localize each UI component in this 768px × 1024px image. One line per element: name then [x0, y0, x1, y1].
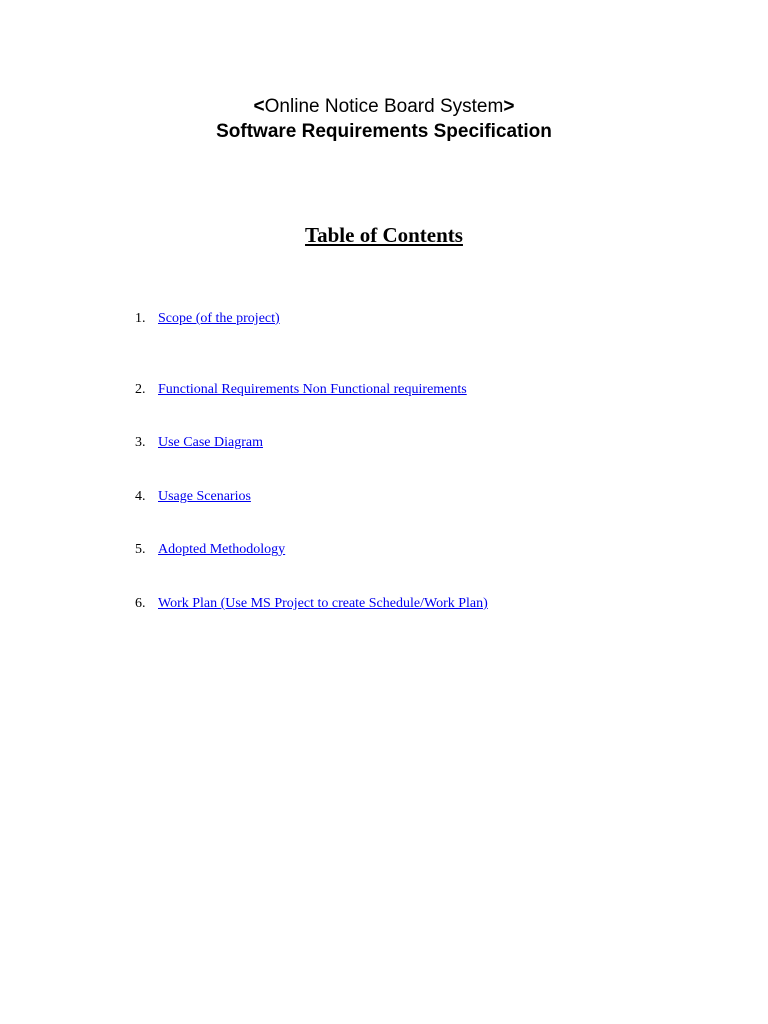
toc-link-use-case-diagram[interactable]: Use Case Diagram — [158, 435, 263, 450]
toc-link-scope[interactable]: Scope (of the project) — [158, 311, 280, 326]
toc-link-work-plan[interactable]: Work Plan (Use MS Project to create Schedule/Work Plan) — [158, 596, 488, 611]
toc-item-number: 5. — [135, 542, 146, 557]
toc-heading — [0, 222, 768, 248]
toc-item-number: 2. — [135, 382, 146, 397]
toc-item-number: 3. — [135, 435, 146, 450]
toc-link-usage-scenarios[interactable]: Usage Scenarios — [158, 489, 251, 504]
toc-link-adopted-methodology[interactable]: Adopted Methodology — [158, 542, 286, 557]
toc-heading-text: Table of Contents — [305, 223, 463, 247]
document-title-block — [0, 94, 768, 144]
toc-link-requirements[interactable]: Functional Requirements Non Functional requirements — [158, 382, 467, 397]
toc-item-number: 6. — [135, 596, 146, 611]
title-open-bracket: < — [253, 96, 265, 117]
project-name: Online Notice Board System — [264, 96, 504, 117]
document-subtitle: Software Requirements Specification — [216, 121, 552, 142]
toc-item-number: 4. — [135, 489, 146, 504]
title-close-bracket: > — [503, 96, 515, 117]
toc-item-number: 1. — [135, 311, 146, 326]
document-title — [0, 94, 768, 119]
